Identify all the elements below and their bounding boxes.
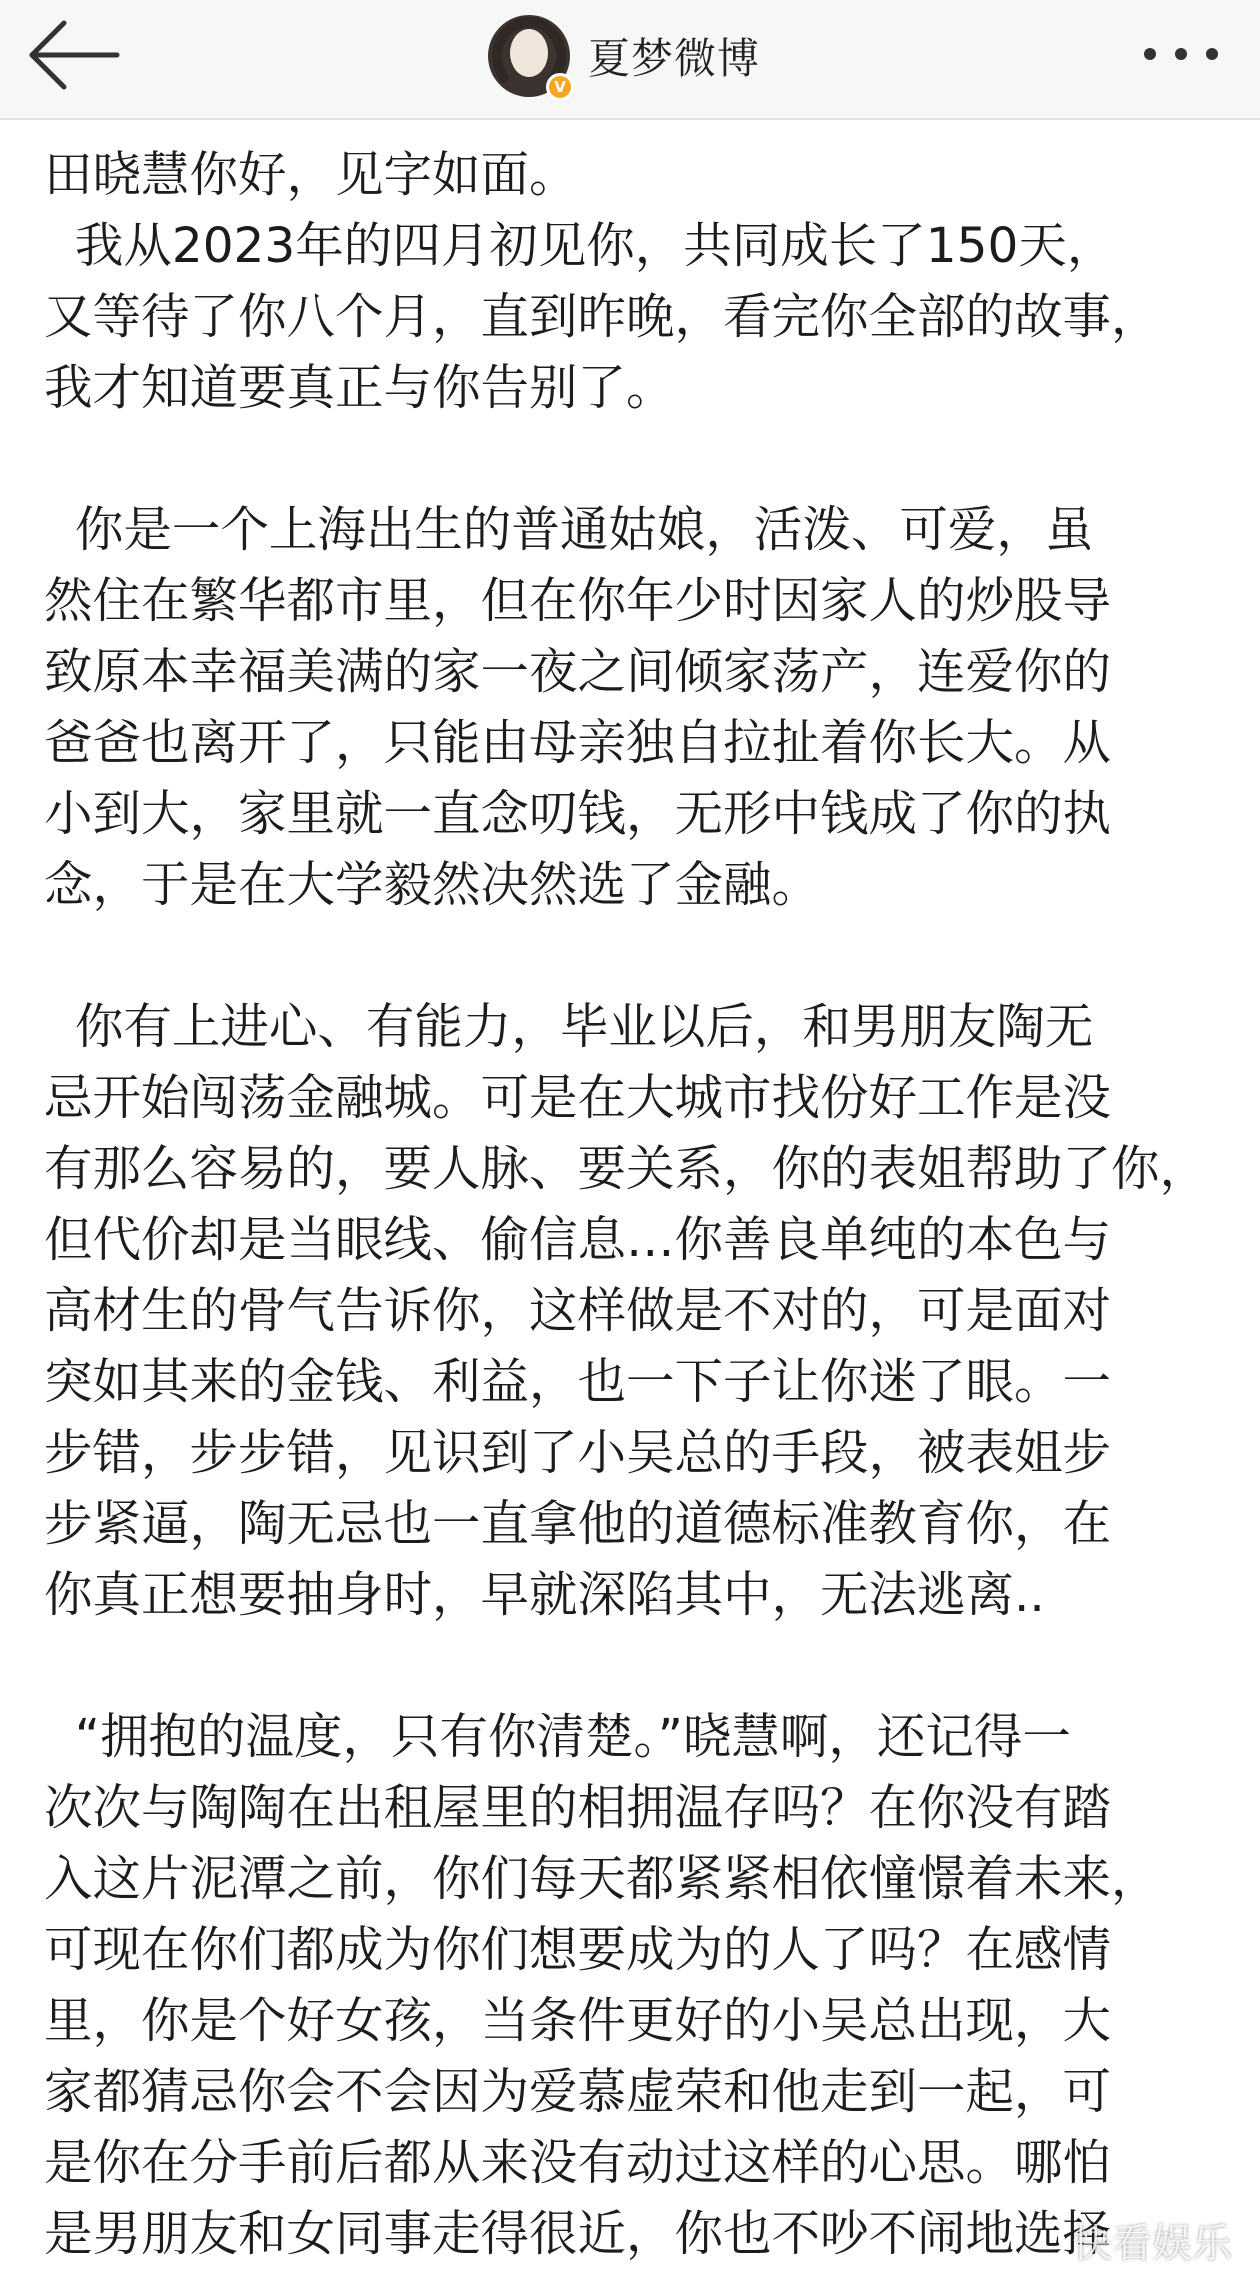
post-text-line: 念，于是在大学毅然决然选了金融。 <box>44 857 821 913</box>
post-text-line: 你有上进心、有能力，毕业以后，和男朋友陶无 <box>44 999 1094 1055</box>
post-text-line: 致原本幸福美满的家一夜之间倾家荡产，连爱你的 <box>44 644 1112 700</box>
post-text-line: 突如其来的金钱、利益，也一下子让你迷了眼。一 <box>44 1354 1112 1410</box>
post-text-line: 步紧逼，陶无忌也一直拿他的道德标准教育你，在 <box>44 1496 1112 1552</box>
post-text-line: 步错，步步错，见识到了小吴总的手段，被表姐步 <box>44 1425 1112 1481</box>
post-text-line: 你真正想要抽身时，早就深陷其中，无法逃离.. <box>44 1567 1045 1623</box>
account-name[interactable]: 夏梦微博 <box>588 34 761 83</box>
post-text-line: 忌开始闯荡金融城。可是在大城市找份好工作是没 <box>44 1070 1112 1126</box>
post-text-line: 我才知道要真正与你告别了。 <box>44 360 675 416</box>
back-button[interactable] <box>22 10 122 100</box>
post-text-line: 入这片泥潭之前，你们每天都紧紧相依憧憬着未来， <box>44 1851 1160 1907</box>
post-text-line: 我从2023年的四月初见你，共同成长了150天， <box>44 218 1116 274</box>
post-text-line: 你是一个上海出生的普通姑娘，活泼、可爱，虽 <box>44 502 1094 558</box>
post-text-line: 有那么容易的，要人脉、要关系，你的表姐帮助了你， <box>44 1141 1209 1197</box>
post-text-line: 爸爸也离开了，只能由母亲独自拉扯着你长大。从 <box>44 715 1112 771</box>
post-text-line: “拥抱的温度，只有你清楚。”晓慧啊，还记得一 <box>44 1709 1071 1765</box>
more-dots-icon <box>1136 24 1226 84</box>
more-options-button[interactable] <box>1136 24 1226 84</box>
arrow-left-icon <box>22 10 122 100</box>
post-text-line: 是你在分手前后都从来没有动过这样的心思。哪怕 <box>44 2135 1112 2191</box>
account-profile[interactable] <box>488 6 760 106</box>
post-text-line: 里，你是个好女孩，当条件更好的小吴总出现，大 <box>44 1993 1112 2049</box>
top-navigation-bar <box>0 0 1260 120</box>
post-text-line: 是男朋友和女同事走得很近，你也不吵不闹地选择 <box>44 2206 1112 2262</box>
paragraph-gap <box>44 1631 1224 1702</box>
post-text-line: 家都猜忌你会不会因为爱慕虚荣和他走到一起，可 <box>44 2064 1112 2120</box>
post-content <box>44 140 1224 2270</box>
paragraph-gap <box>44 424 1224 495</box>
verified-badge-icon: V <box>546 73 574 101</box>
post-text-line: 高材生的骨气告诉你，这样做是不对的，可是面对 <box>44 1283 1112 1339</box>
paragraph-gap <box>44 921 1224 992</box>
post-text-line: 然住在繁华都市里，但在你年少时因家人的炒股导 <box>44 573 1112 629</box>
post-text-line: 可现在你们都成为你们想要成为的人了吗？在感情 <box>44 1922 1112 1978</box>
avatar[interactable] <box>488 15 570 97</box>
post-text-line: 小到大，家里就一直念叨钱，无形中钱成了你的执 <box>44 786 1112 842</box>
post-text-line: 但代价却是当眼线、偷信息…你善良单纯的本色与 <box>44 1212 1112 1268</box>
post-text-line: 又等待了你八个月，直到昨晚，看完你全部的故事， <box>44 289 1160 345</box>
post-text-line: 田晓慧你好，见字如面。 <box>44 147 578 203</box>
watermark-text: 快看娱乐 <box>1072 2221 1232 2267</box>
post-text-line: 次次与陶陶在出租屋里的相拥温存吗？在你没有踏 <box>44 1780 1112 1836</box>
